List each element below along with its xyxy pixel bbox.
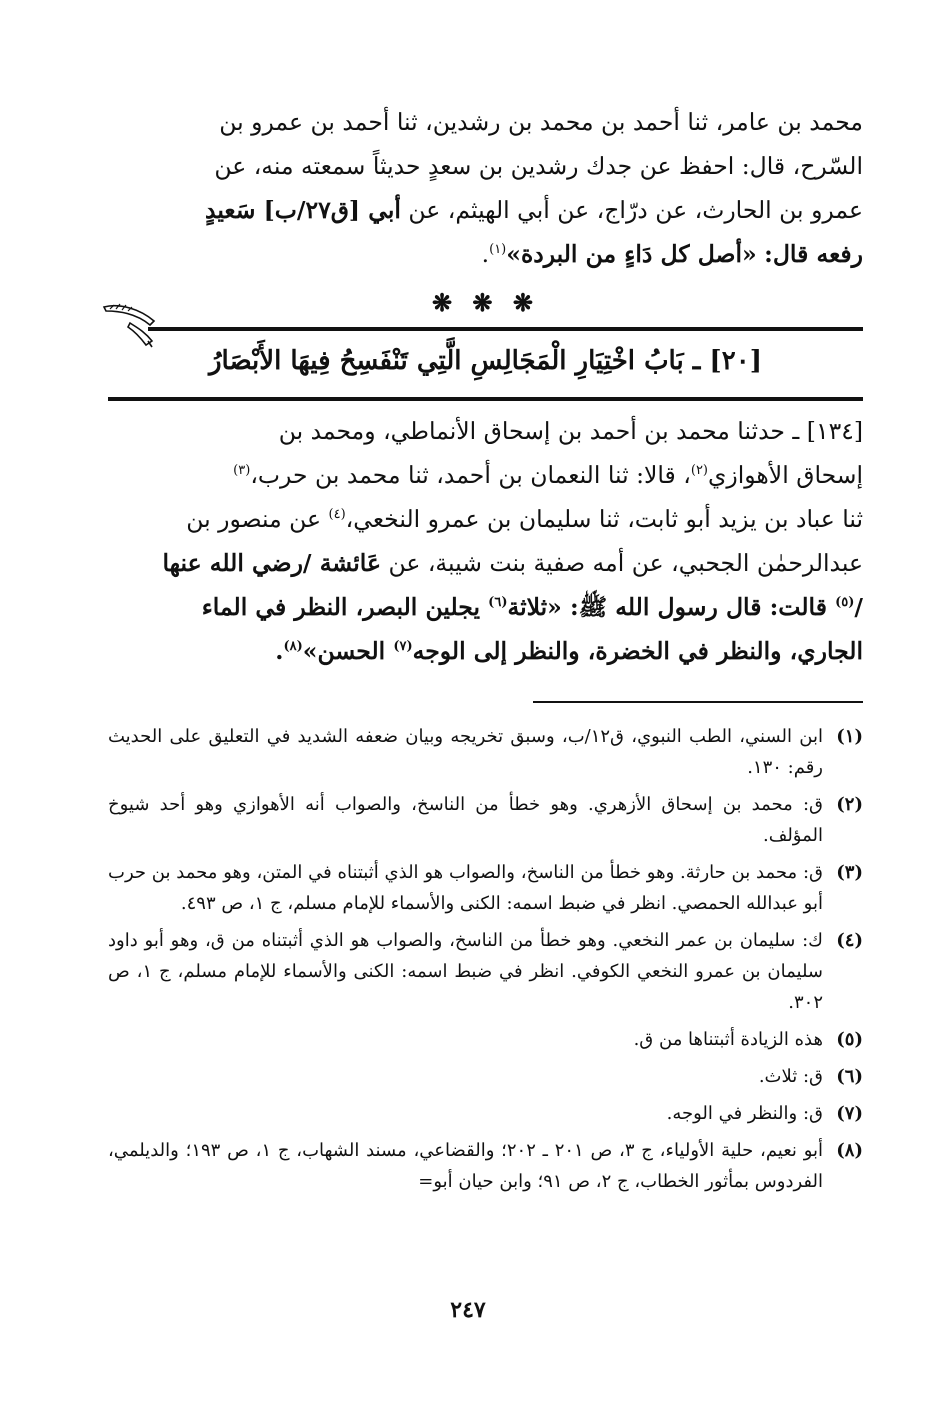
- footnote: (١) ابن السني، الطب النبوي، ق١٢/ب، وسبق تخريجه وبيان ضعفه الشديد في التعليق على الحديث رقم: ١٣٠.: [108, 726, 863, 778]
- text-line: السّرح، قال: احفظ عن جدك رشدين بن سعدٍ حديثاً سمعته منه، عن: [214, 152, 863, 180]
- footnote-ref: (٧): [393, 639, 413, 655]
- text-line: إسحاق الأهوازي$^{(٢)}$، قالا: ثنا النعمان بن أحمد، ثنا محمد بن حرب،$^{(٣)}$: [233, 461, 863, 489]
- footnote: (٣) ق: محمد بن حارثة. وهو خطأ من الناسخ، والصواب هو الذي أثبتناه في المتن، وهو محمد بن حرب أبو عبدالله الحمصي. انظر في ضبط اسمه: الكنى والأسماء للإمام مسلم، ج ١، ص ٤٩٣.: [108, 862, 863, 914]
- footnote-ref: (٥): [835, 595, 855, 611]
- footnote: (٤) ك: سليمان بن عمر النخعي. وهو خطأ من الناسخ، والصواب هو الذي أثبتناه من ق، وهو أبو داود سليمان بن عمرو النخعي الكوفي. انظر في ضبط اسمه: الكنى والأسماء للإمام مسلم، ج ١، ص ٣٠٢.: [108, 930, 863, 1013]
- footnotes: [108, 721, 863, 1197]
- chapter-heading: [108, 327, 863, 401]
- footnote-ref: (٣): [233, 463, 251, 479]
- page-number: ٢٤٧: [450, 1297, 486, 1323]
- chapter-title: [٢٠] ـ بَابُ اخْتِيَارِ الْمَجَالِسِ الَّتِي تَنْفَسِحُ فِيهَا الأَبْصَارُ: [208, 346, 762, 376]
- footnote: (٥) هذه الزيادة أثبتناها من ق.: [633, 1029, 863, 1050]
- footnote: (٧) ق: والنظر في الوجه.: [666, 1103, 863, 1124]
- hadith-paragraph: [108, 409, 863, 673]
- footnote-ref: (٨): [283, 639, 303, 655]
- quill-pen-icon: [100, 301, 160, 349]
- text-line: رفعه قال: «أصل كل دَاءٍ من البردة»$^{(١)}$.: [481, 240, 863, 268]
- footnote: (٦) ق: ثلاث.: [758, 1066, 863, 1087]
- footnote-ref: (٦): [488, 595, 508, 611]
- bold-name: أبي [ق٢٧/ب] سَعيدٍ: [204, 196, 401, 224]
- text-line: عمرو بن الحارث، عن درّاج، عن أبي الهيثم، عن أبي [ق٢٧/ب] سَعيدٍ: [204, 196, 863, 224]
- text-line: عبدالرحمٰن الجحبي، عن أمه صفية بنت شيبة، عن عَائشة /رضي الله عنها: [162, 549, 863, 577]
- footnote: (٢) ق: محمد بن إسحاق الأزهري. وهو خطأ من الناسخ، والصواب أنه الأهوازي وهو أحد شيوخ المؤلف.: [108, 794, 863, 846]
- footnote: (٨) أبو نعيم، حلية الأولياء، ج ٣، ص ٢٠١ ـ ٢٠٢؛ والقضاعي، مسند الشهاب، ج ١، ص ١٩٣؛ والديلمي، الفردوس بمأثور الخطاب، ج ٢، ص ٩١؛ وابن حيان أبو=: [108, 1140, 863, 1192]
- heading-rule-bottom: [108, 397, 863, 401]
- page-body: [108, 100, 863, 1203]
- text-line: /$^{(٥)}$ قالت: قال رسول الله ﷺ: «ثلاثة$^{(٦)}$ يجلين البصر، النظر في الماء: [201, 593, 863, 621]
- section-separator: ❋ ❋ ❋: [431, 288, 540, 317]
- top-paragraph: [108, 100, 863, 276]
- footnote-ref: (٤): [328, 507, 346, 523]
- footnote-separator: [533, 701, 863, 703]
- hadith-quote: «أصل كل دَاءٍ من البردة»: [506, 240, 757, 268]
- footnote-ref: (٢): [690, 463, 708, 479]
- footnote-ref: (١): [489, 242, 507, 258]
- text-line: ثنا عباد بن يزيد أبو ثابت، ثنا سليمان بن عمرو النخعي،$^{(٤)}$ عن منصور بن: [186, 505, 863, 533]
- text-line: [١٣٤] ـ حدثنا محمد بن أحمد بن إسحاق الأنماطي، ومحمد بن: [278, 417, 863, 445]
- text-line: الجاري، والنظر في الخضرة، والنظر إلى الوجه$^{(٧)}$ الحسن»$^{(٨)}$.: [275, 637, 863, 665]
- text-line: محمد بن عامر، ثنا أحمد بن محمد بن رشدين، ثنا أحمد بن عمرو بن: [219, 108, 863, 136]
